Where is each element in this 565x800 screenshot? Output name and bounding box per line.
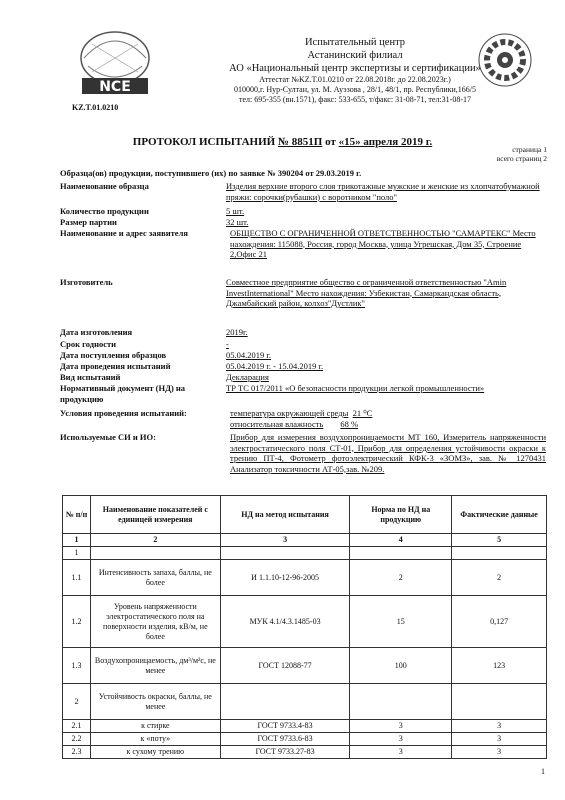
protocol-title: ПРОТОКОЛ ИСПЫТАНИЙ № 8851П от «15» апреля 2019 г. <box>132 136 433 148</box>
table-row: 1.3 Воздухопроницаемость, дм³/м²с, не менее ГОСТ 12088-77 100 123 <box>63 648 547 684</box>
table-header: Норма по НД на продукцию <box>350 496 452 534</box>
field-applicant: Наименование и адрес заявителя ОБЩЕСТВО С ОГРАНИЧЕННОЙ ОТВЕТСТВЕННОСТЬЮ "САМАРТЕКС" Место нахождения: 115088, Россия, город Москва, улица Угрешская, Дом 35, Строение 2,Офис 21 <box>60 228 536 259</box>
svg-text:NCE: NCE <box>99 79 131 95</box>
org-line3: АО «Национальный центр экспертизы и сертификации» <box>229 63 481 74</box>
table-header: НД на метод испытания <box>220 496 350 534</box>
page-info: страница 1 всего страниц 2 <box>496 145 547 163</box>
table-row: 2.1 к стирке ГОСТ 9733.4-83 3 3 <box>63 720 547 733</box>
table-colnum-row: 1 2 3 4 5 <box>63 534 547 547</box>
table-header: Наименование показателей с единицей измерения <box>90 496 220 534</box>
table-row: 2.3 к сухому трению ГОСТ 9733.27-83 3 3 <box>63 746 547 759</box>
table-header: № п/п <box>63 496 91 534</box>
table-row: 2 Устойчивость окраски, баллы, не менее <box>63 684 547 720</box>
accreditation-code: KZ.T.01.0210 <box>72 103 119 112</box>
organization-header <box>190 36 520 105</box>
field-sample-name: Наименование образца Изделия верхние второго слоя трикотажные мужские и женские из хлопчатобумажной пряжи: сорочки(рубашки) с воротником "поло" <box>60 181 540 202</box>
field-norm-doc: Нормативный документ (НД) на продукцию ТР ТС 017/2011 «О безопасности продукции легкой промышленности» <box>60 383 485 404</box>
attestat: Аттестат №KZ.T.01.0210 от 22.08.2018г. до 22.08.2023г.) <box>259 75 451 84</box>
results-table <box>62 495 547 759</box>
field-conditions: Условия проведения испытаний: температура окружающей среды 21 ⁰С относительная влажность 68 % <box>60 408 373 429</box>
org-line1: Испытательный центр <box>304 37 406 48</box>
field-quantity: Количество продукции 5 шт. <box>60 206 245 216</box>
table-row: 2.2 к «поту» ГОСТ 9733.6-83 3 3 <box>63 733 547 746</box>
field-manufacturer: Изготовитель Совместное предприятие общество с ограниченной ответственностью "Amin InvestInternational" Место нахождения: Узбекистан, Самаркандская область, Джамбайский район, колхоз"Дустлик" <box>60 277 507 308</box>
org-phones: тел: 695-355 (вн.1571), факс: 533-655, т/факс: 31-08-71, тел:31-08-17 <box>238 95 471 104</box>
org-address: 010000,г. Нур-Султан, ул. М. Ауэзова , 28/1, 48/1, пр. Республики,166/5 <box>233 85 476 94</box>
field-instruments: Используемые СИ и ИО: Прибор для измерения воздухопроницаемости МТ 160, Измеритель напряженности электростатического поля СТ-01, Прибор для определения устойчивости окраски к трению ПТ-4, Фотометр фотоэлектрический КФК-3 «ЗОМЗ», зав. № 1270431 Анализатор токсичности АТ-05,зав. №209. <box>60 432 546 474</box>
table-header-row <box>63 496 547 534</box>
nce-logo <box>72 28 158 100</box>
field-batch: Размер партии 32 шт. <box>60 217 249 227</box>
samples-line: Образца(ов) продукции, поступившего (их) по заявке № 390204 от 29.03.2019 г. <box>60 168 362 178</box>
table-row: 1.1 Интенсивность запаха, баллы, не более И 1.1.10-12-96-2005 2 2 <box>63 560 547 596</box>
org-line2: Астанинский филиал <box>307 50 403 61</box>
qr-code <box>475 30 535 92</box>
table-header: Фактические данные <box>452 496 547 534</box>
table-row: 1 <box>63 547 547 560</box>
page-number: 1 <box>541 767 545 776</box>
table-row: 1.2 Уровень напряженности электростатического поля на поверхности изделия, кВ/м, не более МУК 4.1/4.3.1485-03 15 0,127 <box>63 596 547 648</box>
